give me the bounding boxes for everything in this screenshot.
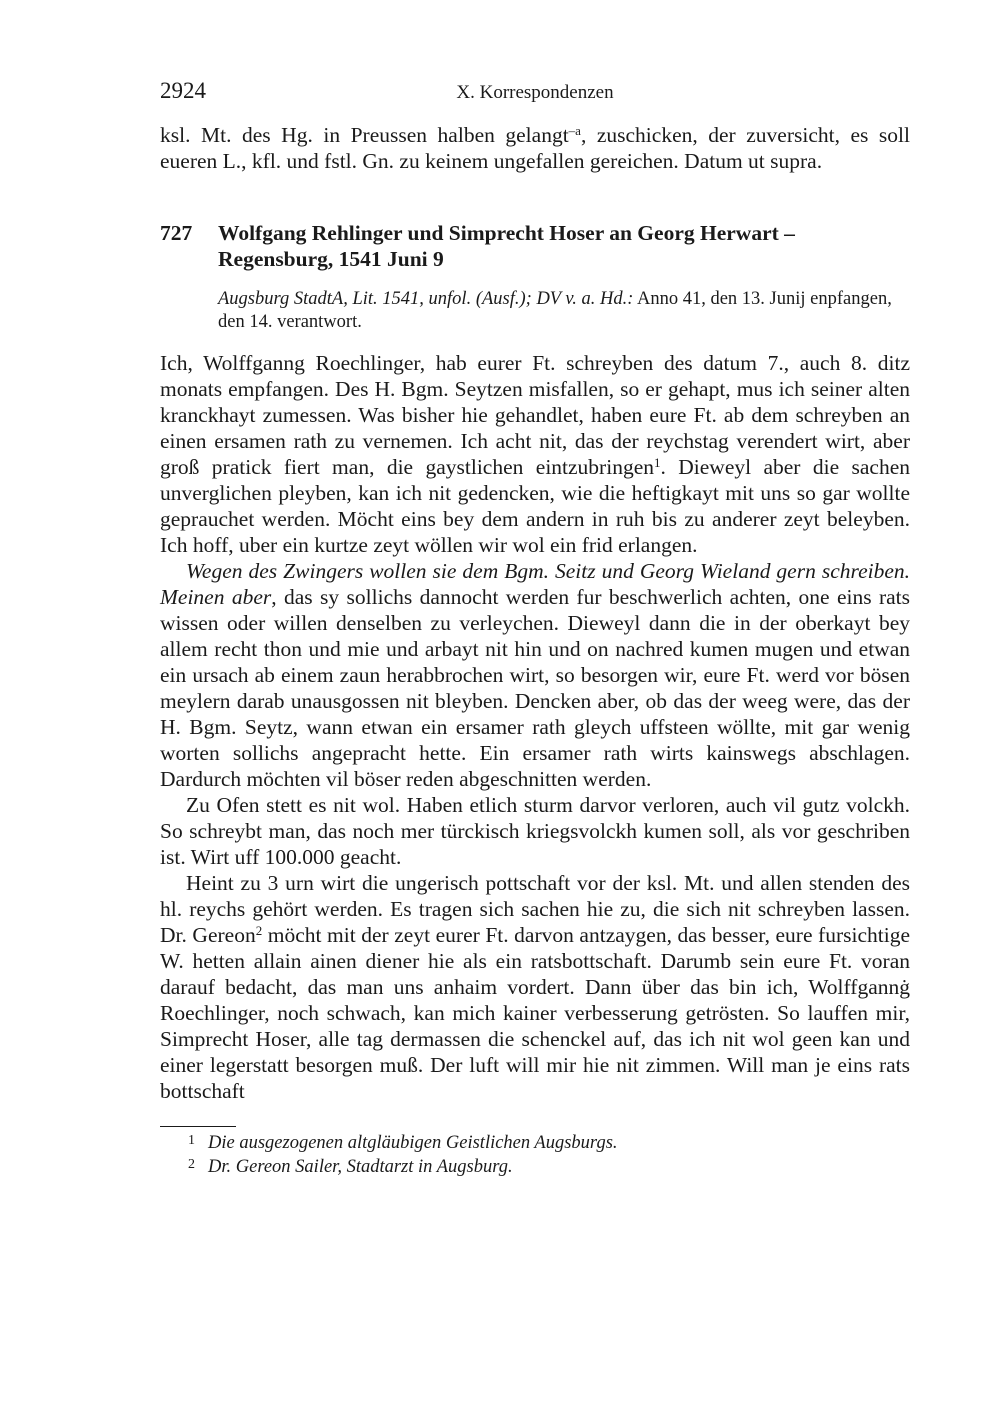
body-paragraph-4-text-b: möcht mit der zeyt eurer Ft. darvon antzaygen, das besser, eure fursichtige W. hetten allain ainen diener hie als ein ratsbottschaft. Darumb sein eure Ft. voran darauf bedacht, das man uns anhaim vordert. Dann über das bin ich, Wolffgannġ Roechlinger, noch schwach, kan mich kainer verbesserung getrösten. So lauffen mir, Simprecht Hoser, alle tag dermassen die schenckel auf, das ich nit wol geen kan und einer legerstatt besorgen muß. Der luft will mir hie nit zimmen. Will man je eins rats bottschaft — [160, 923, 910, 1103]
footnote-ref-1[interactable]: 1 — [654, 455, 661, 470]
body-paragraph-3: Zu Ofen stett es nit wol. Haben etlich sturm darvor verloren, auch vil gutz volckh. So schreybt man, das noch mer türckisch kriegsvolckh kumen soll, als vor geschriben ist. Wirt uff 100.000 geacht. — [160, 793, 910, 869]
document-page — [160, 78, 910, 1179]
body-paragraph-2 — [160, 558, 910, 792]
body-paragraph-1-text-b: . Dieweyl aber die sachen unverglichen pleyben, kan ich nit gedencken, wie die heftigkayt mit uns so gar wollte geprauchet werden. Möcht eins bey dem andern in ruh bis zu anderer zeyt beleyben. Ich hoff, uber ein kurtze zeyt wöllen wir wol ein frid erlangen. — [160, 455, 910, 557]
intro-note-mark: –a — [568, 123, 581, 138]
footnote-number: 1 — [188, 1133, 195, 1148]
footnote-text: Die ausgezogenen altgläubigen Geistlichen Augsburgs. — [208, 1133, 618, 1153]
footnote-2 — [160, 1155, 910, 1179]
intro-text-1: ksl. Mt. des Hg. in Preussen halben gelangt — [160, 123, 569, 147]
source-reference: Augsburg StadtA, Lit. 1541, unfol. (Ausf.); DV v. a. Hd.: — [218, 289, 634, 309]
page-number: 2924 — [160, 78, 206, 103]
intro-text-2: , zuschicken, der zuversicht, es soll eueren L., kfl. und fstl. Gn. zu keinem ungefallen gereichen. Datum ut supra. — [160, 123, 910, 173]
footnote-1 — [160, 1131, 910, 1155]
footnote-text: Dr. Gereon Sailer, Stadtarzt in Augsburg. — [208, 1157, 513, 1177]
source-note — [160, 288, 910, 334]
body-paragraph-1 — [160, 350, 910, 558]
source-endorsement: Anno 41, den 13. Junij enpfangen, den 14. verantwort. — [218, 289, 892, 332]
body-paragraph-1-text-a: Ich, Wolffganng Roechlinger, hab eurer Ft. schreyben des datum 7., auch 8. ditz monats empfangen. Des H. Bgm. Seytzen misfallen, so er gehapt, mus ich seiner alten kranckhayt zumessen. Was bisher hie gehandlet, haben eure Ft. ab dem schreyben an einen ersamen rath zu vernemen. Ich acht nit, das der reychstag verendert wirt, aber groß pratick fiert man, die gaystlichen eintzubringen — [160, 351, 910, 479]
letter-body — [160, 350, 910, 1104]
body-paragraph-2-text: , das sy sollichs dannocht werden fur beschwerlich achten, one eins rats wissen oder willen denselben zu verleychen. Dieweyl dann die in der oberkayt bey allem recht thon und mie und arbayt nit hin und on nachred kumen mugen und etwan ein ursach ab einem zaun herabbrochen wirt, so besorgen wir, eure Ft. werd vor bösen meylern darab unausgossen nit bleyben. Dencken aber, ob das der weeg were, das der H. Bgm. Seytz, wann etwan ein ersamer rath gleych uffsteen wöllte, mit gar wenig worten sollichs angepracht hette. Ein ersamer rath wirts kainswegs abschlagen. Dardurch möchten vil böser reden abgeschnitten werden. — [160, 585, 910, 791]
footnotes — [160, 1131, 910, 1179]
document-heading — [160, 220, 910, 272]
running-head — [160, 78, 910, 108]
intro-paragraph — [160, 122, 910, 174]
body-paragraph-4-text-a: Heint zu 3 urn wirt die ungerisch pottschaft vor der ksl. Mt. und allen stenden des hl. reychs gehört werden. Es tragen sich sachen hie zu, die sich nit schreyben lassen. Dr. Gereon — [160, 871, 910, 947]
document-title: Wolfgang Rehlinger und Simprecht Hoser an Georg Herwart – Regensburg, 1541 Juni 9 — [218, 221, 795, 271]
footnote-ref-2[interactable]: 2 — [255, 923, 263, 938]
body-paragraph-2-summary: Wegen des Zwingers wollen sie dem Bgm. Seitz und Georg Wieland gern schreiben. Meinen aber — [160, 559, 910, 609]
body-paragraph-4 — [160, 870, 910, 1104]
footnote-number: 2 — [188, 1157, 195, 1172]
footnote-divider — [160, 1126, 236, 1127]
document-number: 727 — [160, 221, 193, 245]
running-title: X. Korrespondenzen — [456, 82, 614, 103]
